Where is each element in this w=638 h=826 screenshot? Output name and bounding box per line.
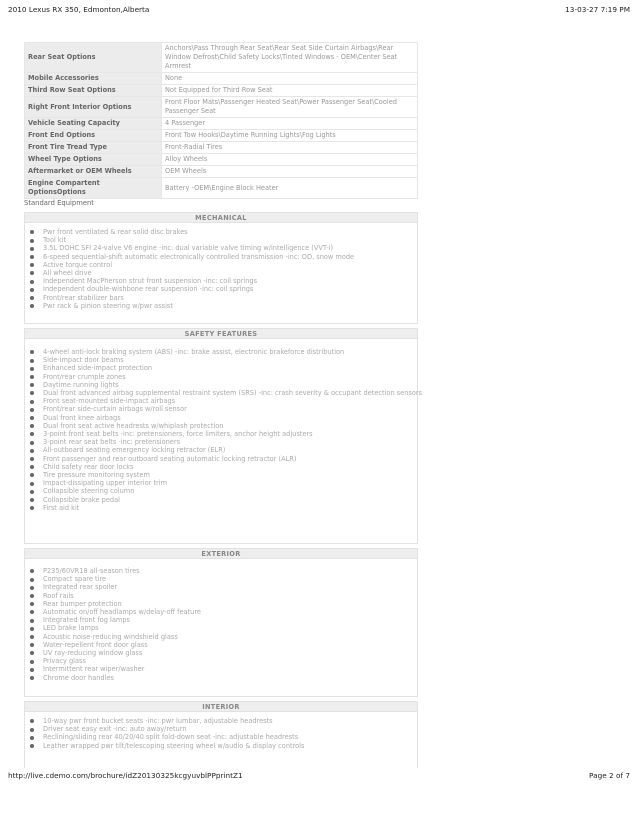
table-row — [25, 97, 418, 118]
list-item: Enhanced side-impact protection — [27, 364, 634, 372]
list-item: Active torque control — [27, 261, 634, 269]
list-item: Leather wrapped pwr tilt/telescoping steering wheel w/audio & display controls — [27, 742, 634, 750]
section-header-exterior: EXTERIOR — [24, 548, 418, 559]
list-item: Dual front seat active headrests w/whiplash protection — [27, 422, 634, 430]
table-row — [25, 178, 418, 199]
list-item: P235/60VR18 all-season tires — [27, 567, 634, 575]
list-item: All-outboard seating emergency locking retractor (ELR) — [27, 446, 634, 454]
list-item: Side-impact door beams — [27, 356, 634, 364]
list-item: Daytime running lights — [27, 381, 634, 389]
list-item: Front/rear stabilizer bars — [27, 294, 634, 302]
list-item: Driver seat easy exit -inc: auto away/return — [27, 725, 634, 733]
list-item: Roof rails — [27, 592, 634, 600]
table-row — [25, 73, 418, 85]
option-label: Aftermarket or OEM Wheels — [25, 166, 162, 178]
list-item: Impact-dissipating upper interior trim — [27, 479, 634, 487]
list-item: Front/rear crumple zones — [27, 373, 634, 381]
option-value: Front Tow Hooks\Daytime Running Lights\Fog Lights — [162, 130, 418, 142]
list-item: Privacy glass — [27, 657, 634, 665]
table-row — [25, 130, 418, 142]
table-row — [25, 118, 418, 130]
list-item: Pwr front ventilated & rear solid disc brakes — [27, 228, 634, 236]
option-label: Front End Options — [25, 130, 162, 142]
table-row — [25, 154, 418, 166]
list-item: Dual front knee airbags — [27, 414, 634, 422]
list-item: First aid kit — [27, 504, 634, 512]
list-item: Integrated rear spoiler — [27, 583, 634, 591]
interior-list — [27, 717, 634, 750]
table-row — [25, 142, 418, 154]
option-value: Front-Radial Tires — [162, 142, 418, 154]
list-item: Acoustic noise-reducing windshield glass — [27, 633, 634, 641]
section-header-mechanical: MECHANICAL — [24, 212, 418, 223]
header-timestamp: 13-03-27 7:19 PM — [565, 5, 630, 14]
option-label: Wheel Type Options — [25, 154, 162, 166]
page-header — [8, 5, 630, 17]
list-item: Collapsible steering column — [27, 487, 634, 495]
list-item: Reclining/sliding rear 40/20/40 split fold-down seat -inc: adjustable headrests — [27, 733, 634, 741]
list-item: Pwr rack & pinion steering w/pwr assist — [27, 302, 634, 310]
option-value: OEM Wheels — [162, 166, 418, 178]
list-item: Tire pressure monitoring system — [27, 471, 634, 479]
safety-list — [27, 348, 634, 512]
exterior-list — [27, 567, 634, 682]
list-item: Dual front advanced airbag supplemental restraint system (SRS) -inc: crash severity & occupant detection sensors — [27, 389, 634, 397]
option-label: Vehicle Seating Capacity — [25, 118, 162, 130]
standard-equipment-title: Standard Equipment — [24, 199, 94, 207]
list-item: Front passenger and rear outboard seating automatic locking retractor (ALR) — [27, 455, 634, 463]
list-item: Front/rear side-curtain airbags w/roll sensor — [27, 405, 634, 413]
section-header-safety: SAFETY FEATURES — [24, 328, 418, 339]
option-value: None — [162, 73, 418, 85]
vehicle-options-table — [24, 42, 418, 199]
list-item: All wheel drive — [27, 269, 634, 277]
option-value: Not Equipped for Third Row Seat — [162, 85, 418, 97]
list-item: Collapsible brake pedal — [27, 496, 634, 504]
list-item: Integrated front fog lamps — [27, 616, 634, 624]
table-row — [25, 85, 418, 97]
option-label: Mobile Accessories — [25, 73, 162, 85]
list-item: 3-point rear seat belts -inc: pretensioners — [27, 438, 634, 446]
mechanical-list — [27, 228, 634, 310]
option-label: Third Row Seat Options — [25, 85, 162, 97]
header-title: 2010 Lexus RX 350, Edmonton,Alberta — [8, 5, 150, 14]
option-label: Rear Seat Options — [25, 43, 162, 73]
list-item: 3-point front seat belts -inc: pretensioners, force limiters, anchor height adjusters — [27, 430, 634, 438]
page-footer — [8, 771, 630, 783]
list-item: Tool kit — [27, 236, 634, 244]
footer-page-number: Page 2 of 7 — [589, 771, 630, 780]
list-item: Intermittent rear wiper/washer — [27, 665, 634, 673]
option-label: Engine Compartent OptionsOptions — [25, 178, 162, 199]
list-item: Front seat-mounted side-impact airbags — [27, 397, 634, 405]
option-value: Battery -OEM\Engine Block Heater — [162, 178, 418, 199]
list-item: LED brake lamps — [27, 624, 634, 632]
option-value: 4 Passenger — [162, 118, 418, 130]
list-item: UV ray-reducing window glass — [27, 649, 634, 657]
section-header-interior: INTERIOR — [24, 701, 418, 712]
footer-url: http://live.cdemo.com/brochure/idZ20130325kcgyuvblPPprintZ1 — [8, 771, 243, 780]
list-item: Child safety rear door locks — [27, 463, 634, 471]
option-value: Alloy Wheels — [162, 154, 418, 166]
option-value: Anchors\Pass Through Rear Seat\Rear Seat Side Curtain Airbags\Rear Window Defrost\Child Safety Locks\Tinted Windows - OEM\Center Seat Armrest — [162, 43, 418, 73]
list-item: Automatic on/off headlamps w/delay-off feature — [27, 608, 634, 616]
list-item: 4-wheel anti-lock braking system (ABS) -inc: brake assist, electronic brakeforce distribution — [27, 348, 634, 356]
list-item: 10-way pwr front bucket seats -inc: pwr lumbar, adjustable headrests — [27, 717, 634, 725]
option-label: Front Tire Tread Type — [25, 142, 162, 154]
list-item: Independent double-wishbone rear suspension -inc: coil springs — [27, 285, 634, 293]
list-item: Rear bumper protection — [27, 600, 634, 608]
list-item: Chrome door handles — [27, 674, 634, 682]
table-row — [25, 166, 418, 178]
list-item: Water-repellent front door glass — [27, 641, 634, 649]
list-item: 3.5L DOHC SFI 24-valve V6 engine -inc: dual variable valve timing w/intelligence (VVT-i) — [27, 244, 634, 252]
list-item: Compact spare tire — [27, 575, 634, 583]
table-row — [25, 43, 418, 73]
option-label: Right Front Interior Options — [25, 97, 162, 118]
list-item: Independent MacPherson strut front suspension -inc: coil springs — [27, 277, 634, 285]
list-item: 6-speed sequential-shift automatic electronically controlled transmission -inc: OD, snow mode — [27, 253, 634, 261]
option-value: Front Floor Mats\Passenger Heated Seat\Power Passenger Seat\Cooled Passenger Seat — [162, 97, 418, 118]
